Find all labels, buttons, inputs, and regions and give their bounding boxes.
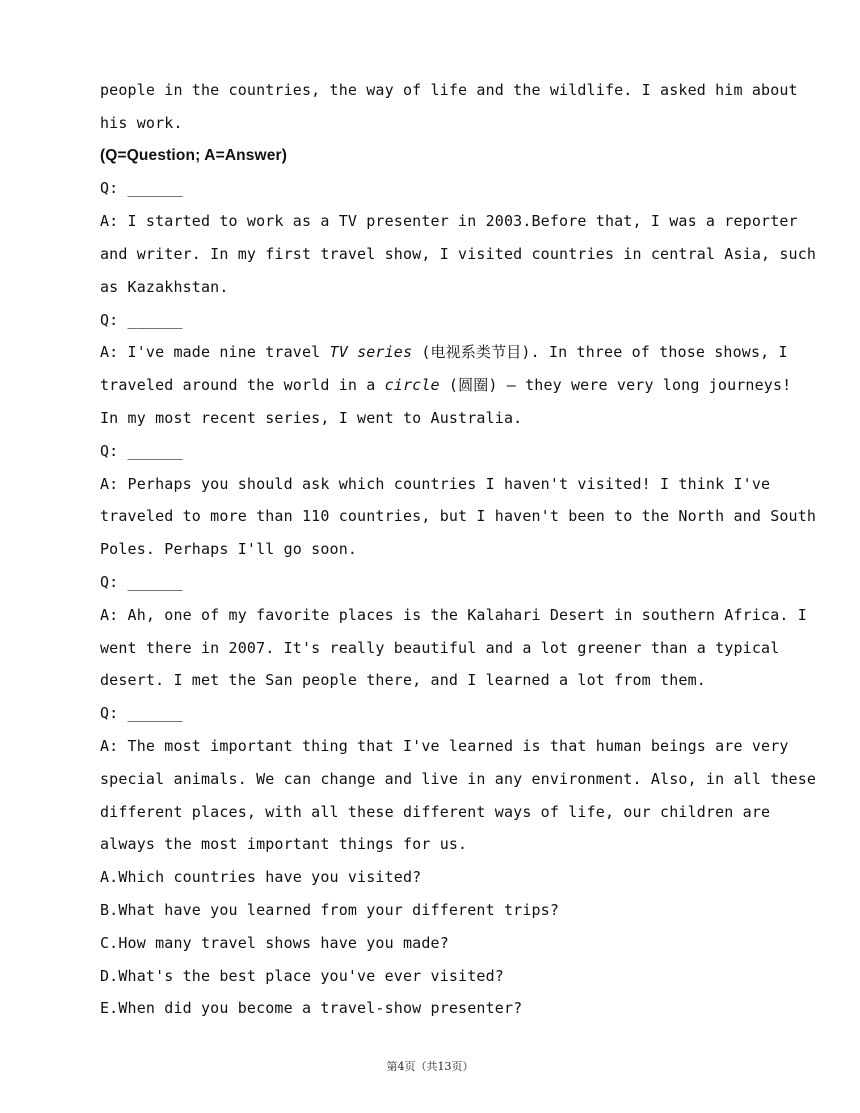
answer-1-line: as Kazakhstan.: [100, 277, 229, 296]
text-segment: (圆圈) — they were very long journeys!: [439, 376, 792, 395]
answer-1-line: A: I started to work as a TV presenter in 2003.Before that, I was a reporter: [100, 212, 798, 231]
option-c: C.How many travel shows have you made?: [100, 933, 449, 952]
answer-3-line: A: Perhaps you should ask which countries I haven't visited! I think I've: [100, 474, 771, 493]
text-segment: (电视系类节目). In three of those shows, I: [412, 343, 788, 362]
answer-3-line: Poles. Perhaps I'll go soon.: [100, 540, 358, 559]
page-footer: 第4页（共13页）: [386, 1060, 474, 1073]
answer-1-line: and writer. In my first travel show, I visited countries in central Asia, such: [100, 244, 817, 263]
answer-2-line: [100, 369, 792, 402]
option-b: B.What have you learned from your different trips?: [100, 900, 560, 919]
passage-line: people in the countries, the way of life and the wildlife. I asked him about: [100, 81, 798, 99]
answer-4-line: A: Ah, one of my favorite places is the Kalahari Desert in southern Africa. I: [100, 605, 807, 624]
option-e: E.When did you become a travel-show presenter?: [100, 999, 523, 1018]
text-segment: traveled around the world in a: [100, 376, 385, 395]
text-segment: A: I've made nine travel: [100, 343, 330, 362]
italic-term: circle: [384, 376, 440, 395]
question-blank-1: Q: ______: [100, 179, 183, 198]
qa-legend: (Q=Question; A=Answer): [100, 146, 288, 164]
passage-line: his work.: [100, 113, 183, 132]
answer-5-line: A: The most important thing that I've learned is that human beings are very: [100, 736, 789, 755]
italic-term: TV series: [329, 343, 413, 362]
option-d: D.What's the best place you've ever visited?: [100, 966, 504, 985]
question-blank-4: Q: ______: [100, 572, 183, 591]
answer-4-line: desert. I met the San people there, and I learned a lot from them.: [100, 671, 706, 690]
answer-5-line: special animals. We can change and live in any environment. Also, in all these: [100, 769, 817, 788]
answer-2-line: In my most recent series, I went to Australia.: [100, 408, 523, 427]
answer-2-line: [100, 336, 788, 369]
answer-5-line: always the most important things for us.: [100, 835, 468, 854]
question-blank-2: Q: ______: [100, 310, 183, 329]
answer-4-line: went there in 2007. It's really beautiful and a lot greener than a typical: [100, 638, 780, 657]
option-a: A.Which countries have you visited?: [100, 868, 422, 887]
question-blank-5: Q: ______: [100, 704, 183, 723]
question-blank-3: Q: ______: [100, 441, 183, 460]
answer-3-line: traveled to more than 110 countries, but I haven't been to the North and South: [100, 507, 817, 526]
answer-5-line: different places, with all these different ways of life, our children are: [100, 802, 771, 821]
passage: [100, 74, 817, 1025]
